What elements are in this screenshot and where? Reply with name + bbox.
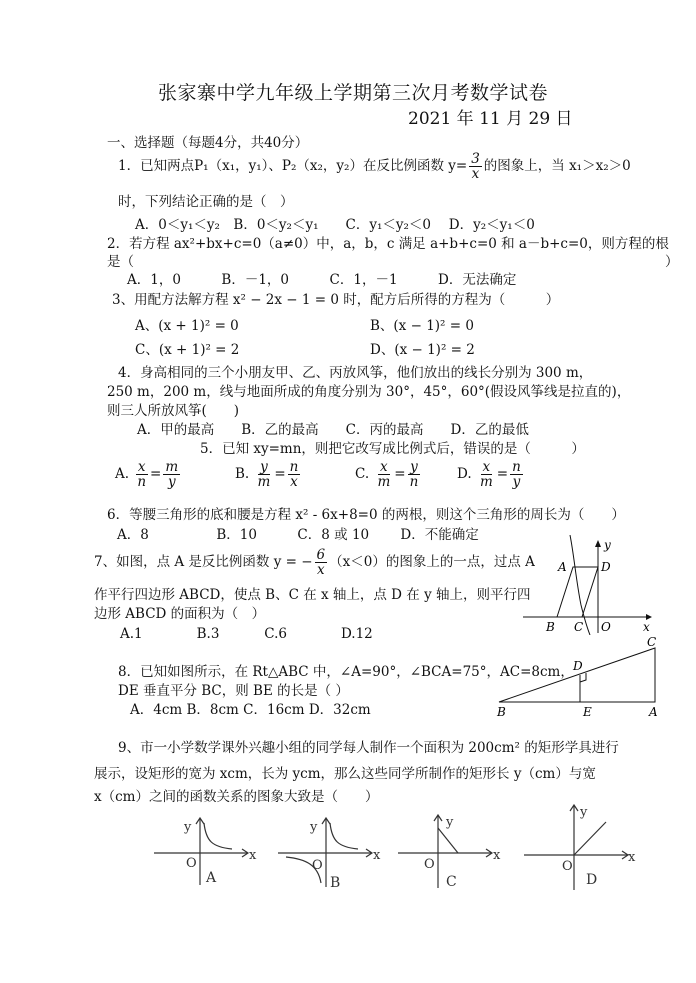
q9d-line [574,822,606,855]
q5-a-right-num: m [165,459,179,475]
q5-c-left [375,460,392,489]
q7-frac-den: x [317,562,325,579]
page-title: 张家寨中学九年级上学期第三次月考数学试卷 [158,82,549,104]
q7-y-arrow [595,540,601,547]
q5-d-right-num: n [512,459,521,475]
q7-label-x: x [643,620,650,634]
q5-a-left-num: x [137,459,146,475]
q4-line1: 4．身高相同的三个小朋友甲、乙、丙放风筝，他们放出的线长分别为 300 m， [118,365,593,381]
q2-options: A．1，0 B．－1，0 C．1，－1 D．无法确定 [127,272,517,288]
q8-triangle [499,648,655,702]
q3-option-b: B、(x − 1)² = 0 [370,318,474,334]
q8-label-e: E [583,705,592,719]
q2-line1: 2．若方程 ax²+bx+c=0（a≠0）中，a，b，c 满足 a+b+c=0 和 a－b+c=0，则方程的根 [107,236,669,252]
question-1 [118,152,631,181]
q9-graph-c [396,810,508,890]
q7-label-a: A [558,560,567,574]
q5-b-right [288,460,301,489]
q9c-label-x: x [493,848,501,863]
q5-d-right [510,460,523,489]
q5-a-left-den: n [137,474,147,491]
q5-d-left [478,460,495,489]
q9c-label-o: O [424,857,435,872]
q5-d-left-num: x [482,459,491,475]
q5-c-left-num: x [380,459,388,475]
q5-b-left-den: m [257,474,271,491]
q5-b-right-num: n [289,459,299,475]
q9d-label-x: x [628,850,636,865]
question-7 [94,548,535,577]
q9b-label-x: x [373,848,381,863]
q5-b-left-num: y [260,459,268,475]
q5-c-right-den: n [409,474,419,491]
q5-line1: 5．已知 xy=mn，则把它改写成比例式后，错误的是（ ） [200,441,585,457]
q7-label-b: B [546,620,555,634]
q9a-label-y: y [184,820,192,835]
q6-options: A．8 B．10 C．8 或 10 D．不能确定 [117,527,479,543]
q9-graph-b [276,815,388,890]
q9c-label-y: y [446,815,454,830]
q7-fraction [315,548,328,577]
q9d-label-o: O [562,859,573,874]
q8-line1: 8．已知如图所示，在 Rt△ABC 中，∠A=90°，∠BCA=75°，AC=8cm， [118,664,574,680]
q3-line1: 3、用配方法解方程 x² − 2x − 1 = 0 时，配方后所得的方程为（ ） [112,292,560,308]
q1-options: A．0＜y₁＜y₂ B．0＜y₂＜y₁ C．y₁＜y₂＜0 D．y₂＜y₁＜0 [135,217,535,233]
q9b-curve-right [330,823,358,849]
q5-d-left-den: m [479,474,493,491]
exam-date: 2021 年 11 月 29 日 [408,109,573,129]
q5-c-left-den: m [377,474,391,491]
q5-d-label: D. [457,466,472,483]
q7-frac-num: 6 [316,547,326,563]
q5-a-left [135,460,148,489]
q9-line2: 展示，设矩形的宽为 xcm，长为 ycm，那么这些同学所制作的矩形长 y（cm）与宽 [94,766,596,782]
q6-line1: 6．等腰三角形的底和腰是方程 x² - 6x+8=0 的两根，则这个三角形的周长为（ ） [107,507,625,523]
q1-frac-num: 3 [471,151,480,167]
q7-figure [518,535,658,635]
q5-a-label: A. [115,466,130,483]
q1-text-b: 的图象上，当 x₁＞x₂＞0 [483,158,631,175]
q9c-line [438,828,458,853]
q1-fraction [469,152,482,181]
q7-parallelogram [557,567,598,617]
q9c-option-label: C [446,874,457,890]
q7-line3: 边形 ABCD 的面积为（ ） [94,606,266,622]
q5-option-c: C. $\frac{x}{m}$ = $\frac{y}{n}$ [355,459,419,491]
q7-line2: 作平行四边形 ABCD，使点 B、C 在 x 轴上，点 D 在 y 轴上，则平行四 [94,587,531,603]
q1-text-a: 1．已知两点P₁（x₁，y₁）、P₂（x₂，y₂）在反比例函数 y= [118,158,468,175]
q9-graph-d [522,800,642,895]
q9b-label-y: y [310,820,318,835]
q2-line2: 是（ [107,254,134,270]
q9a-label-o: O [186,856,197,871]
q4-line3: 则三人所放风筝( ) [107,403,240,419]
q5-b-left [256,460,273,489]
q7-text-a: 7、如图，点 A 是反比例函数 y = − [94,554,313,571]
q9-graph-a [152,815,264,890]
q9a-option-label: A [206,870,217,886]
q7-label-o: O [601,620,611,634]
q8-label-b: B [497,705,506,719]
q5-option-a: A. $\frac{x}{n}$ = $\frac{m}{y}$ [115,459,179,491]
q2-bracket-close: ） [665,254,679,270]
q5-option-d: D. $\frac{x}{m}$ = $\frac{n}{y}$ [457,459,521,491]
q8-line2: DE 垂直平分 BC，则 BE 的长是（ ） [118,683,349,699]
q8-figure [493,632,663,720]
q7-label-d: D [601,560,611,574]
q5-c-label: C. [355,466,370,483]
q3-option-c: C、(x + 1)² = 2 [135,342,240,358]
q8-options: A．4cm B．8cm C．16cm D．32cm [130,702,371,718]
q9-line3: x（cm）之间的函数关系的图象大致是（ ） [94,789,379,805]
q3-option-d: D、(x − 1)² = 2 [370,342,475,358]
q9-line1: 9、市一小学数学课外兴趣小组的同学每人制作一个面积为 200cm² 的矩形学具进行 [118,740,619,756]
q1-line2: 时，下列结论正确的是（ ） [118,194,294,210]
q8-label-a: A [649,705,658,719]
q5-a-right-den: y [167,474,176,491]
q8-label-d: D [573,659,583,673]
q9b-option-label: B [330,875,341,890]
q7-label-c: C [574,620,584,634]
q9a-label-x: x [249,848,257,863]
q9a-curve [204,823,232,849]
q9d-label-y: y [580,805,588,820]
q1-frac-den: x [471,166,480,183]
q5-a-right [163,460,180,489]
q5-option-b: B. $\frac{y}{m}$ = $\frac{n}{x}$ [235,459,299,491]
q3-option-a: A、(x + 1)² = 0 [135,318,239,334]
q8-label-c: C [647,635,657,649]
q7-options: A.1 B.3 C.6 D.12 [120,626,373,642]
q5-b-right-den: x [290,474,298,491]
q5-c-right [408,460,421,489]
section-heading: 一、选择题（每题4分，共40分） [107,135,309,151]
q8-right-angle-mark [580,673,586,682]
q5-c-right-num: y [410,459,418,475]
q5-d-right-den: y [512,474,521,491]
q7-text-b: （x＜0）的图象上的一点，过点 A [329,554,535,571]
q7-label-y: y [604,538,611,552]
q9d-option-label: D [586,872,598,888]
q4-options: A．甲的最高 B．乙的最高 C．丙的最高 D．乙的最低 [137,422,529,438]
q5-b-label: B. [235,466,250,483]
q4-line2: 250 m，200 m，线与地面所成的角度分别为 30°，45°，60°(假设风筝线是拉直的)， [107,384,631,400]
q9b-label-o: O [312,858,323,873]
